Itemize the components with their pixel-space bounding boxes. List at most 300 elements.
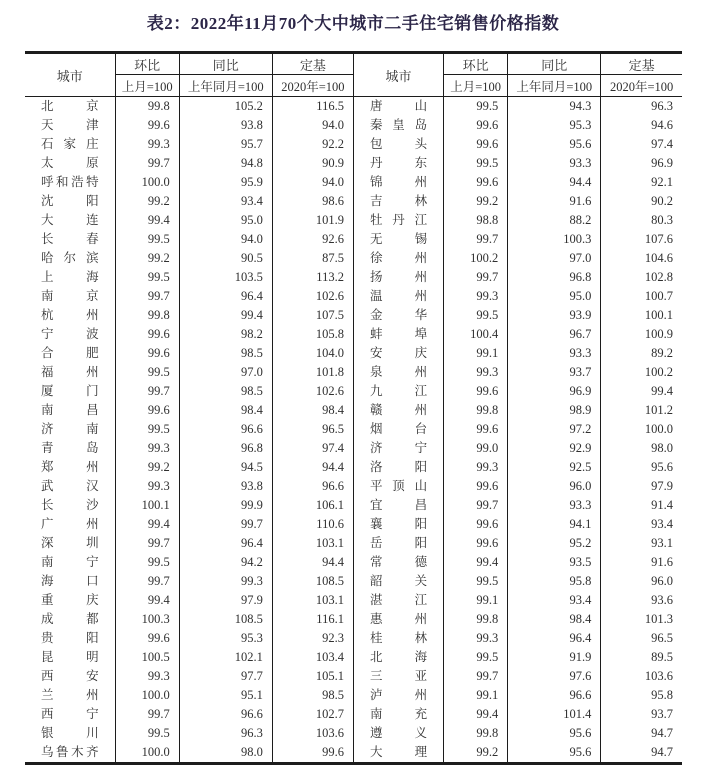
- fixed-base-value: 105.8: [272, 325, 353, 344]
- table-row: [25, 363, 682, 382]
- city-cell: 长 春: [25, 230, 115, 249]
- yoy-value: 102.1: [179, 648, 272, 667]
- fixed-base-value: 101.2: [644, 403, 673, 417]
- fixed-base-value: 104.0: [272, 344, 353, 363]
- fixed-base-value: 116.5: [272, 97, 353, 117]
- city-cell: 太 原: [25, 154, 115, 173]
- city-cell: 重 庆: [25, 591, 115, 610]
- city-cell: 赣 州: [353, 401, 443, 420]
- fixed-base-value: 93.6: [651, 593, 673, 607]
- mom-value: 99.7: [115, 572, 179, 591]
- yoy-value: 101.4: [508, 705, 601, 724]
- city-cell: 贵 阳: [25, 629, 115, 648]
- yoy-value: 95.1: [179, 686, 272, 705]
- yoy-value: 94.5: [179, 458, 272, 477]
- mom-value: 99.3: [444, 287, 508, 306]
- mom-value: 100.0: [115, 743, 179, 764]
- city-cell: 泉 州: [353, 363, 443, 382]
- mom-value: 99.7: [115, 154, 179, 173]
- fixed-base-value: 93.4: [651, 517, 673, 531]
- city-cell: 石 家 庄: [25, 135, 115, 154]
- table-row: [25, 97, 682, 117]
- city-cell: 襄 阳: [353, 515, 443, 534]
- fixed-base-value: 106.1: [272, 496, 353, 515]
- yoy-value: 97.0: [508, 249, 601, 268]
- mom-value: 99.6: [444, 534, 508, 553]
- table-row: [25, 135, 682, 154]
- mom-value: 99.8: [444, 401, 508, 420]
- city-cell: 银 川: [25, 724, 115, 743]
- header-mom-base-left: 上月=100: [115, 75, 179, 97]
- city-cell: 宜 昌: [353, 496, 443, 515]
- city-cell: 安 庆: [353, 344, 443, 363]
- city-cell: 常 德: [353, 553, 443, 572]
- fixed-base-value: 103.6: [644, 669, 673, 683]
- city-cell: 呼 和 浩 特: [25, 173, 115, 192]
- table-row: [25, 458, 682, 477]
- yoy-value: 90.5: [179, 249, 272, 268]
- yoy-value: 95.0: [508, 287, 601, 306]
- mom-value: 99.6: [444, 515, 508, 534]
- mom-value: 99.2: [115, 249, 179, 268]
- city-cell: 昆 明: [25, 648, 115, 667]
- city-cell: 徐 州: [353, 249, 443, 268]
- city-cell: 大 理: [353, 743, 443, 764]
- table-row: [25, 344, 682, 363]
- header-city-right: 城市: [353, 53, 443, 97]
- fixed-base-value: 102.6: [272, 287, 353, 306]
- yoy-value: 95.7: [179, 135, 272, 154]
- mom-value: 99.6: [444, 135, 508, 154]
- mom-value: 99.6: [115, 401, 179, 420]
- mom-value: 99.5: [115, 420, 179, 439]
- city-cell: 包 头: [353, 135, 443, 154]
- table-row: [25, 686, 682, 705]
- mom-value: 99.6: [115, 325, 179, 344]
- fixed-base-value: 94.6: [651, 118, 673, 132]
- mom-value: 99.5: [115, 268, 179, 287]
- mom-value: 99.5: [444, 97, 508, 117]
- mom-value: 100.5: [115, 648, 179, 667]
- fixed-base-value: 96.9: [651, 156, 673, 170]
- city-cell: 南 宁: [25, 553, 115, 572]
- mom-value: 100.2: [444, 249, 508, 268]
- fixed-base-value: 92.2: [272, 135, 353, 154]
- fixed-base-value: 97.9: [651, 479, 673, 493]
- yoy-value: 88.2: [508, 211, 601, 230]
- yoy-value: 96.8: [179, 439, 272, 458]
- fixed-base-value: 95.8: [651, 688, 673, 702]
- yoy-value: 97.9: [179, 591, 272, 610]
- mom-value: 99.5: [444, 154, 508, 173]
- yoy-value: 99.3: [179, 572, 272, 591]
- city-cell: 秦 皇 岛: [353, 116, 443, 135]
- yoy-value: 108.5: [179, 610, 272, 629]
- table-header: [25, 53, 682, 97]
- header-yoy-right: 同比: [508, 53, 601, 75]
- yoy-value: 98.9: [508, 401, 601, 420]
- city-cell: 西 宁: [25, 705, 115, 724]
- city-cell: 深 圳: [25, 534, 115, 553]
- fixed-base-value: 98.6: [272, 192, 353, 211]
- yoy-value: 95.6: [508, 743, 601, 764]
- fixed-base-value: 103.4: [272, 648, 353, 667]
- fixed-base-value: 102.8: [644, 270, 673, 284]
- city-cell: 大 连: [25, 211, 115, 230]
- city-cell: 宁 波: [25, 325, 115, 344]
- yoy-value: 95.6: [508, 135, 601, 154]
- yoy-value: 96.6: [179, 705, 272, 724]
- yoy-value: 94.8: [179, 154, 272, 173]
- mom-value: 100.3: [115, 610, 179, 629]
- mom-value: 99.3: [115, 667, 179, 686]
- city-cell: 惠 州: [353, 610, 443, 629]
- yoy-value: 96.3: [179, 724, 272, 743]
- header-yoy-left: 同比: [179, 53, 272, 75]
- yoy-value: 93.9: [508, 306, 601, 325]
- city-cell: 西 安: [25, 667, 115, 686]
- mom-value: 99.4: [444, 705, 508, 724]
- mom-value: 99.7: [115, 534, 179, 553]
- mom-value: 99.8: [444, 724, 508, 743]
- city-cell: 无 锡: [353, 230, 443, 249]
- mom-value: 99.5: [444, 572, 508, 591]
- mom-value: 99.3: [444, 363, 508, 382]
- yoy-value: 98.2: [179, 325, 272, 344]
- fixed-base-value: 95.6: [651, 460, 673, 474]
- header-fixed-left: 定基: [272, 53, 353, 75]
- table-row: [25, 230, 682, 249]
- table-row: [25, 553, 682, 572]
- mom-value: 99.6: [444, 420, 508, 439]
- yoy-value: 94.2: [179, 553, 272, 572]
- header-fixed-right: 定基: [601, 53, 682, 75]
- yoy-value: 105.2: [179, 97, 272, 117]
- table-row: [25, 629, 682, 648]
- yoy-value: 98.4: [179, 401, 272, 420]
- fixed-base-value: 98.0: [651, 441, 673, 455]
- yoy-value: 91.6: [508, 192, 601, 211]
- fixed-base-value: 102.7: [272, 705, 353, 724]
- mom-value: 99.2: [444, 192, 508, 211]
- yoy-value: 94.3: [508, 97, 601, 117]
- yoy-value: 98.0: [179, 743, 272, 764]
- table-row: [25, 743, 682, 764]
- city-cell: 兰 州: [25, 686, 115, 705]
- mom-value: 100.4: [444, 325, 508, 344]
- fixed-base-value: 96.5: [272, 420, 353, 439]
- table-row: [25, 534, 682, 553]
- fixed-base-value: 100.2: [644, 365, 673, 379]
- yoy-value: 96.6: [179, 420, 272, 439]
- fixed-base-value: 92.1: [651, 175, 673, 189]
- city-cell: 唐 山: [353, 97, 443, 117]
- mom-value: 99.7: [444, 496, 508, 515]
- city-cell: 洛 阳: [353, 458, 443, 477]
- fixed-base-value: 98.5: [272, 686, 353, 705]
- fixed-base-value: 96.6: [272, 477, 353, 496]
- table-row: [25, 116, 682, 135]
- fixed-base-value: 107.5: [272, 306, 353, 325]
- yoy-value: 95.3: [179, 629, 272, 648]
- fixed-base-value: 110.6: [272, 515, 353, 534]
- mom-value: 99.6: [115, 116, 179, 135]
- mom-value: 99.4: [115, 591, 179, 610]
- fixed-base-value: 94.0: [272, 116, 353, 135]
- city-cell: 九 江: [353, 382, 443, 401]
- city-cell: 丹 东: [353, 154, 443, 173]
- mom-value: 99.7: [115, 705, 179, 724]
- mom-value: 99.3: [115, 439, 179, 458]
- fixed-base-value: 113.2: [272, 268, 353, 287]
- fixed-base-value: 94.4: [272, 458, 353, 477]
- table-body: [25, 97, 682, 764]
- table-row: [25, 515, 682, 534]
- mom-value: 99.3: [444, 629, 508, 648]
- header-mom-base-right: 上月=100: [444, 75, 508, 97]
- city-cell: 蚌 埠: [353, 325, 443, 344]
- header-mom-right: 环比: [444, 53, 508, 75]
- table-row: [25, 439, 682, 458]
- city-cell: 泸 州: [353, 686, 443, 705]
- yoy-value: 93.4: [179, 192, 272, 211]
- yoy-value: 99.4: [179, 306, 272, 325]
- yoy-value: 92.5: [508, 458, 601, 477]
- mom-value: 99.4: [115, 211, 179, 230]
- header-fixed-base-left: 2020年=100: [272, 75, 353, 97]
- table-row: [25, 401, 682, 420]
- city-cell: 福 州: [25, 363, 115, 382]
- fixed-base-value: 97.4: [651, 137, 673, 151]
- city-cell: 桂 林: [353, 629, 443, 648]
- mom-value: 99.5: [115, 230, 179, 249]
- fixed-base-value: 92.6: [272, 230, 353, 249]
- fixed-base-value: 104.6: [644, 251, 673, 265]
- city-cell: 遵 义: [353, 724, 443, 743]
- fixed-base-value: 94.4: [272, 553, 353, 572]
- table-row: [25, 477, 682, 496]
- mom-value: 99.7: [444, 268, 508, 287]
- mom-value: 99.3: [444, 458, 508, 477]
- fixed-base-value: 80.3: [651, 213, 673, 227]
- fixed-base-value: 103.6: [272, 724, 353, 743]
- city-cell: 烟 台: [353, 420, 443, 439]
- fixed-base-value: 100.1: [644, 308, 673, 322]
- fixed-base-value: 89.5: [651, 650, 673, 664]
- table-row: [25, 496, 682, 515]
- city-cell: 北 京: [25, 97, 115, 117]
- table-row: [25, 325, 682, 344]
- mom-value: 99.7: [115, 382, 179, 401]
- header-yoy-base-left: 上年同月=100: [179, 75, 272, 97]
- mom-value: 98.8: [444, 211, 508, 230]
- table-row: [25, 724, 682, 743]
- city-cell: 天 津: [25, 116, 115, 135]
- fixed-base-value: 92.3: [272, 629, 353, 648]
- mom-value: 99.6: [115, 629, 179, 648]
- mom-value: 99.6: [115, 344, 179, 363]
- yoy-value: 98.5: [179, 382, 272, 401]
- mom-value: 99.1: [444, 344, 508, 363]
- fixed-base-value: 99.4: [651, 384, 673, 398]
- mom-value: 99.2: [444, 743, 508, 764]
- city-cell: 北 海: [353, 648, 443, 667]
- fixed-base-value: 90.2: [651, 194, 673, 208]
- mom-value: 99.6: [444, 477, 508, 496]
- mom-value: 99.7: [115, 287, 179, 306]
- mom-value: 99.1: [444, 591, 508, 610]
- city-cell: 广 州: [25, 515, 115, 534]
- fixed-base-value: 116.1: [272, 610, 353, 629]
- yoy-value: 95.9: [179, 173, 272, 192]
- city-cell: 南 昌: [25, 401, 115, 420]
- mom-value: 99.8: [444, 610, 508, 629]
- yoy-value: 93.3: [508, 344, 601, 363]
- mom-value: 99.6: [444, 173, 508, 192]
- yoy-value: 96.4: [179, 534, 272, 553]
- yoy-value: 95.0: [179, 211, 272, 230]
- fixed-base-value: 90.9: [272, 154, 353, 173]
- fixed-base-value: 107.6: [644, 232, 673, 246]
- city-cell: 厦 门: [25, 382, 115, 401]
- yoy-value: 93.3: [508, 496, 601, 515]
- mom-value: 100.0: [115, 173, 179, 192]
- city-cell: 长 沙: [25, 496, 115, 515]
- fixed-base-value: 97.4: [272, 439, 353, 458]
- fixed-base-value: 100.0: [644, 422, 673, 436]
- yoy-value: 97.0: [179, 363, 272, 382]
- city-cell: 韶 关: [353, 572, 443, 591]
- fixed-base-value: 93.1: [651, 536, 673, 550]
- fixed-base-value: 98.4: [272, 401, 353, 420]
- yoy-value: 94.4: [508, 173, 601, 192]
- yoy-value: 96.8: [508, 268, 601, 287]
- yoy-value: 96.6: [508, 686, 601, 705]
- mom-value: 99.3: [115, 135, 179, 154]
- fixed-base-value: 102.6: [272, 382, 353, 401]
- header-city-left: 城市: [25, 53, 115, 97]
- city-cell: 海 口: [25, 572, 115, 591]
- table-row: [25, 667, 682, 686]
- fixed-base-value: 105.1: [272, 667, 353, 686]
- yoy-value: 97.6: [508, 667, 601, 686]
- yoy-value: 100.3: [508, 230, 601, 249]
- mom-value: 100.1: [115, 496, 179, 515]
- yoy-value: 97.2: [508, 420, 601, 439]
- yoy-value: 93.3: [508, 154, 601, 173]
- yoy-value: 96.4: [508, 629, 601, 648]
- fixed-base-value: 101.9: [272, 211, 353, 230]
- city-cell: 郑 州: [25, 458, 115, 477]
- fixed-base-value: 96.0: [651, 574, 673, 588]
- mom-value: 99.5: [444, 648, 508, 667]
- yoy-value: 99.9: [179, 496, 272, 515]
- fixed-base-value: 87.5: [272, 249, 353, 268]
- mom-value: 99.8: [115, 306, 179, 325]
- city-cell: 吉 林: [353, 192, 443, 211]
- header-mom-left: 环比: [115, 53, 179, 75]
- table-row: [25, 154, 682, 173]
- city-cell: 武 汉: [25, 477, 115, 496]
- mom-value: 99.6: [444, 116, 508, 135]
- table-row: [25, 382, 682, 401]
- yoy-value: 98.5: [179, 344, 272, 363]
- city-cell: 青 岛: [25, 439, 115, 458]
- table-row: [25, 648, 682, 667]
- mom-value: 99.6: [444, 382, 508, 401]
- yoy-value: 94.0: [179, 230, 272, 249]
- header-fixed-base-right: 2020年=100: [601, 75, 682, 97]
- city-cell: 南 充: [353, 705, 443, 724]
- table-row: [25, 287, 682, 306]
- city-cell: 上 海: [25, 268, 115, 287]
- fixed-base-value: 100.9: [644, 327, 673, 341]
- city-cell: 温 州: [353, 287, 443, 306]
- mom-value: 99.8: [115, 97, 179, 117]
- mom-value: 99.7: [444, 230, 508, 249]
- yoy-value: 92.9: [508, 439, 601, 458]
- table-row: [25, 173, 682, 192]
- mom-value: 99.4: [115, 515, 179, 534]
- table-row: [25, 249, 682, 268]
- table-row: [25, 610, 682, 629]
- city-cell: 岳 阳: [353, 534, 443, 553]
- table-row: [25, 192, 682, 211]
- fixed-base-value: 91.4: [651, 498, 673, 512]
- fixed-base-value: 96.5: [651, 631, 673, 645]
- city-cell: 牡 丹 江: [353, 211, 443, 230]
- yoy-value: 95.3: [508, 116, 601, 135]
- city-cell: 扬 州: [353, 268, 443, 287]
- table-row: [25, 420, 682, 439]
- yoy-value: 93.5: [508, 553, 601, 572]
- city-cell: 哈 尔 滨: [25, 249, 115, 268]
- fixed-base-value: 94.7: [651, 726, 673, 740]
- city-cell: 杭 州: [25, 306, 115, 325]
- mom-value: 99.4: [444, 553, 508, 572]
- yoy-value: 103.5: [179, 268, 272, 287]
- fixed-base-value: 101.8: [272, 363, 353, 382]
- mom-value: 99.5: [115, 553, 179, 572]
- mom-value: 99.5: [115, 363, 179, 382]
- mom-value: 99.5: [444, 306, 508, 325]
- mom-value: 99.2: [115, 192, 179, 211]
- city-cell: 平 顶 山: [353, 477, 443, 496]
- fixed-base-value: 100.7: [644, 289, 673, 303]
- city-cell: 沈 阳: [25, 192, 115, 211]
- table-row: [25, 572, 682, 591]
- yoy-value: 94.1: [508, 515, 601, 534]
- city-cell: 济 南: [25, 420, 115, 439]
- mom-value: 99.3: [115, 477, 179, 496]
- fixed-base-value: 103.1: [272, 591, 353, 610]
- table-row: [25, 306, 682, 325]
- yoy-value: 93.8: [179, 116, 272, 135]
- table-row: [25, 211, 682, 230]
- yoy-value: 93.4: [508, 591, 601, 610]
- yoy-value: 96.7: [508, 325, 601, 344]
- yoy-value: 95.6: [508, 724, 601, 743]
- city-cell: 锦 州: [353, 173, 443, 192]
- yoy-value: 93.7: [508, 363, 601, 382]
- yoy-value: 96.0: [508, 477, 601, 496]
- yoy-value: 91.9: [508, 648, 601, 667]
- mom-value: 99.7: [444, 667, 508, 686]
- fixed-base-value: 101.3: [644, 612, 673, 626]
- mom-value: 99.5: [115, 724, 179, 743]
- mom-value: 99.1: [444, 686, 508, 705]
- fixed-base-value: 89.2: [651, 346, 673, 360]
